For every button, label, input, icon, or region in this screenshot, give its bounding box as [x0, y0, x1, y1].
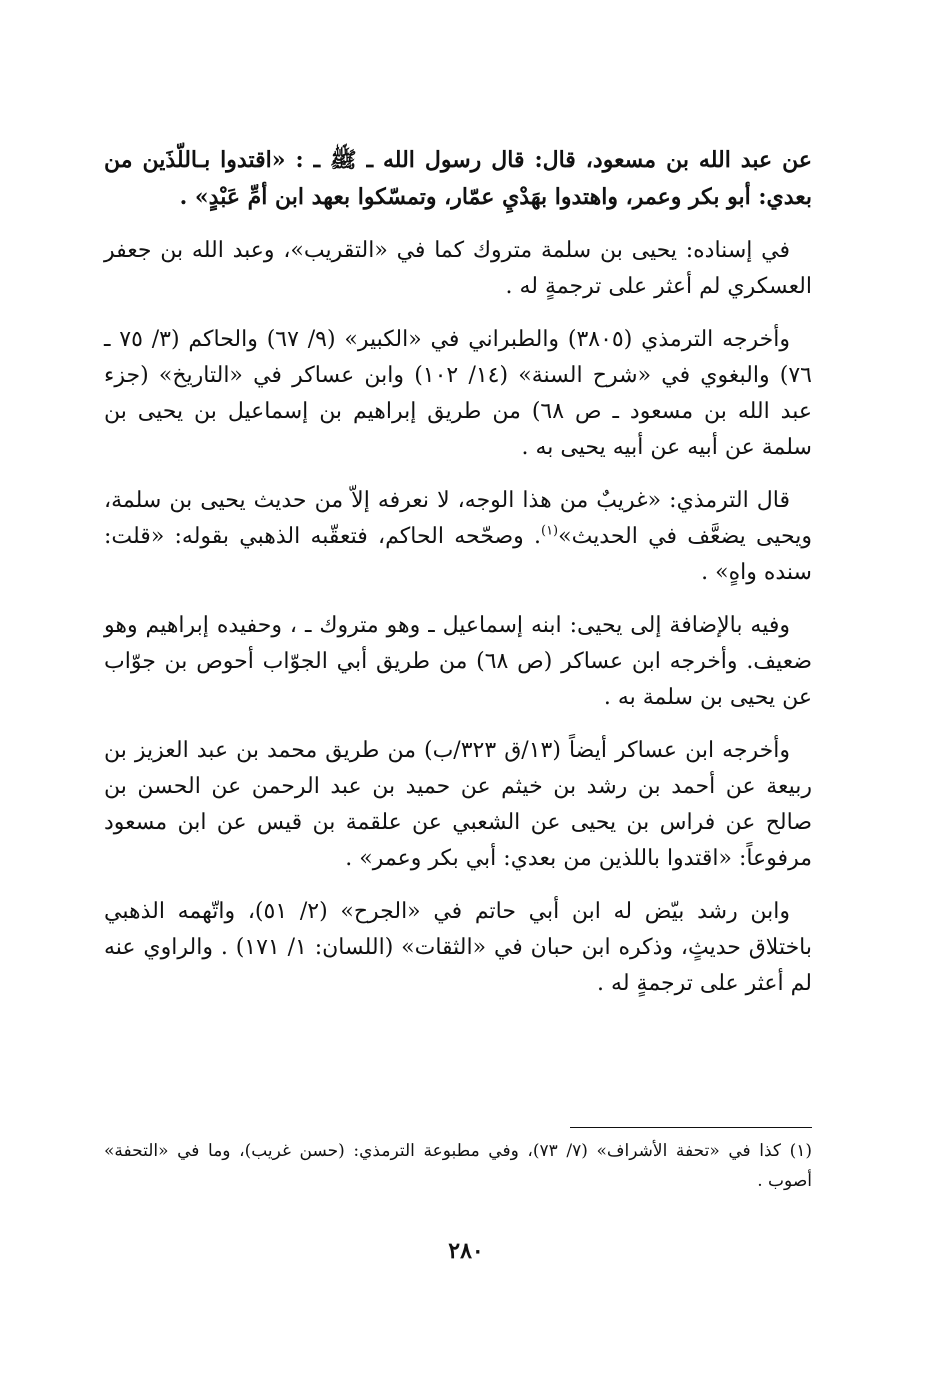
footnote-text: (١) كذا في «تحفة الأشراف» (٧/ ٧٣)، وفي مطبوعة الترمذي: (حسن غريب)، وما في «التحفة» أصوب . [104, 1141, 812, 1191]
main-text [104, 142, 812, 1019]
paragraph-weakness: وفيه بالإضافة إلى يحيى: ابنه إسماعيل ـ وهو متروك ـ ، وحفيده إبراهيم وهو ضعيف. وأخرجه ابن عساكر (ص ٦٨) من طريق أبي الجوّاب أحوص بن جوّاب عن يحيى بن سلمة به . [104, 613, 813, 710]
hadith-intro: عن عبد الله بن مسعود، قال: [524, 147, 812, 173]
tirmidhi-text-after: . وصحّحه الحاكم، فتعقّبه الذهبي بقوله: «قلت: سنده واهٍ» . [104, 524, 812, 585]
paragraph-isnad: في إسناده: يحيى بن سلمة متروك كما في «التقريب»، وعبد الله بن جعفر العسكري لم أعثر على ترجمةٍ له . [104, 238, 812, 299]
paragraph-hadith [104, 142, 812, 216]
paragraph-tirmidhi [104, 483, 812, 591]
paragraph-ibn-asakir: وأخرجه ابن عساكر أيضاً (١٣/ق ٣٢٣/ب) من طريق محمد بن عبد العزيز بن ربيعة عن أحمد بن رشد بن خيثم عن حميد بن عبد الرحمن عن الحسن بن صالح عن فراس بن يحيى عن الشعبي عن علقمة بن قيس عن ابن مسعود مرفوعاً: «اقتدوا باللذين من بعدي: أبي بكر وعمر» . [104, 738, 813, 871]
paragraph-takhrij: وأخرجه الترمذي (٣٨٠٥) والطبراني في «الكبير» (٩/ ٦٧) والحاكم (٣/ ٧٥ ـ ٧٦) والبغوي في «شرح السنة» (١٤/ ١٠٢) وابن عساكر في «التاريخ» (جزء عبد الله بن مسعود ـ ص ٦٨) من طريق إبراهيم بن إسماعيل بن يحيى بن سلمة عن أبيه عن أبيه يحيى به . [104, 327, 812, 460]
footnote-divider [570, 1127, 812, 1128]
footnote-marker[interactable]: (١) [540, 523, 559, 539]
paragraph-ibn-rushd: وابن رشد بيّض له ابن أبي حاتم في «الجرح» (٢/ ٥١)، واتّهمه الذهبي باختلاق حديثٍ، وذكره ابن حبان في «الثقات» (اللسان: ١/ ١٧١) . والراوي عنه لم أعثر على ترجمةٍ له . [104, 899, 813, 996]
hadith-quote: قال رسول الله ـ ﷺ ـ : «اقتدوا بـاللّذَين من بعدي: أبو بكر وعمر، واهتدوا بهَدْيِ عمّار، وتمسّكوا بعهد ابن أمِّ عَبْدٍ» . [104, 147, 812, 210]
page-number: ٢٨٠ [448, 1238, 484, 1264]
tirmidhi-text-before: قال الترمذي: «غريبٌ من هذا الوجه، لا نعرفه إلاّ من حديث يحيى بن سلمة، ويحيى يضعَّف في الحديث» [104, 488, 812, 549]
